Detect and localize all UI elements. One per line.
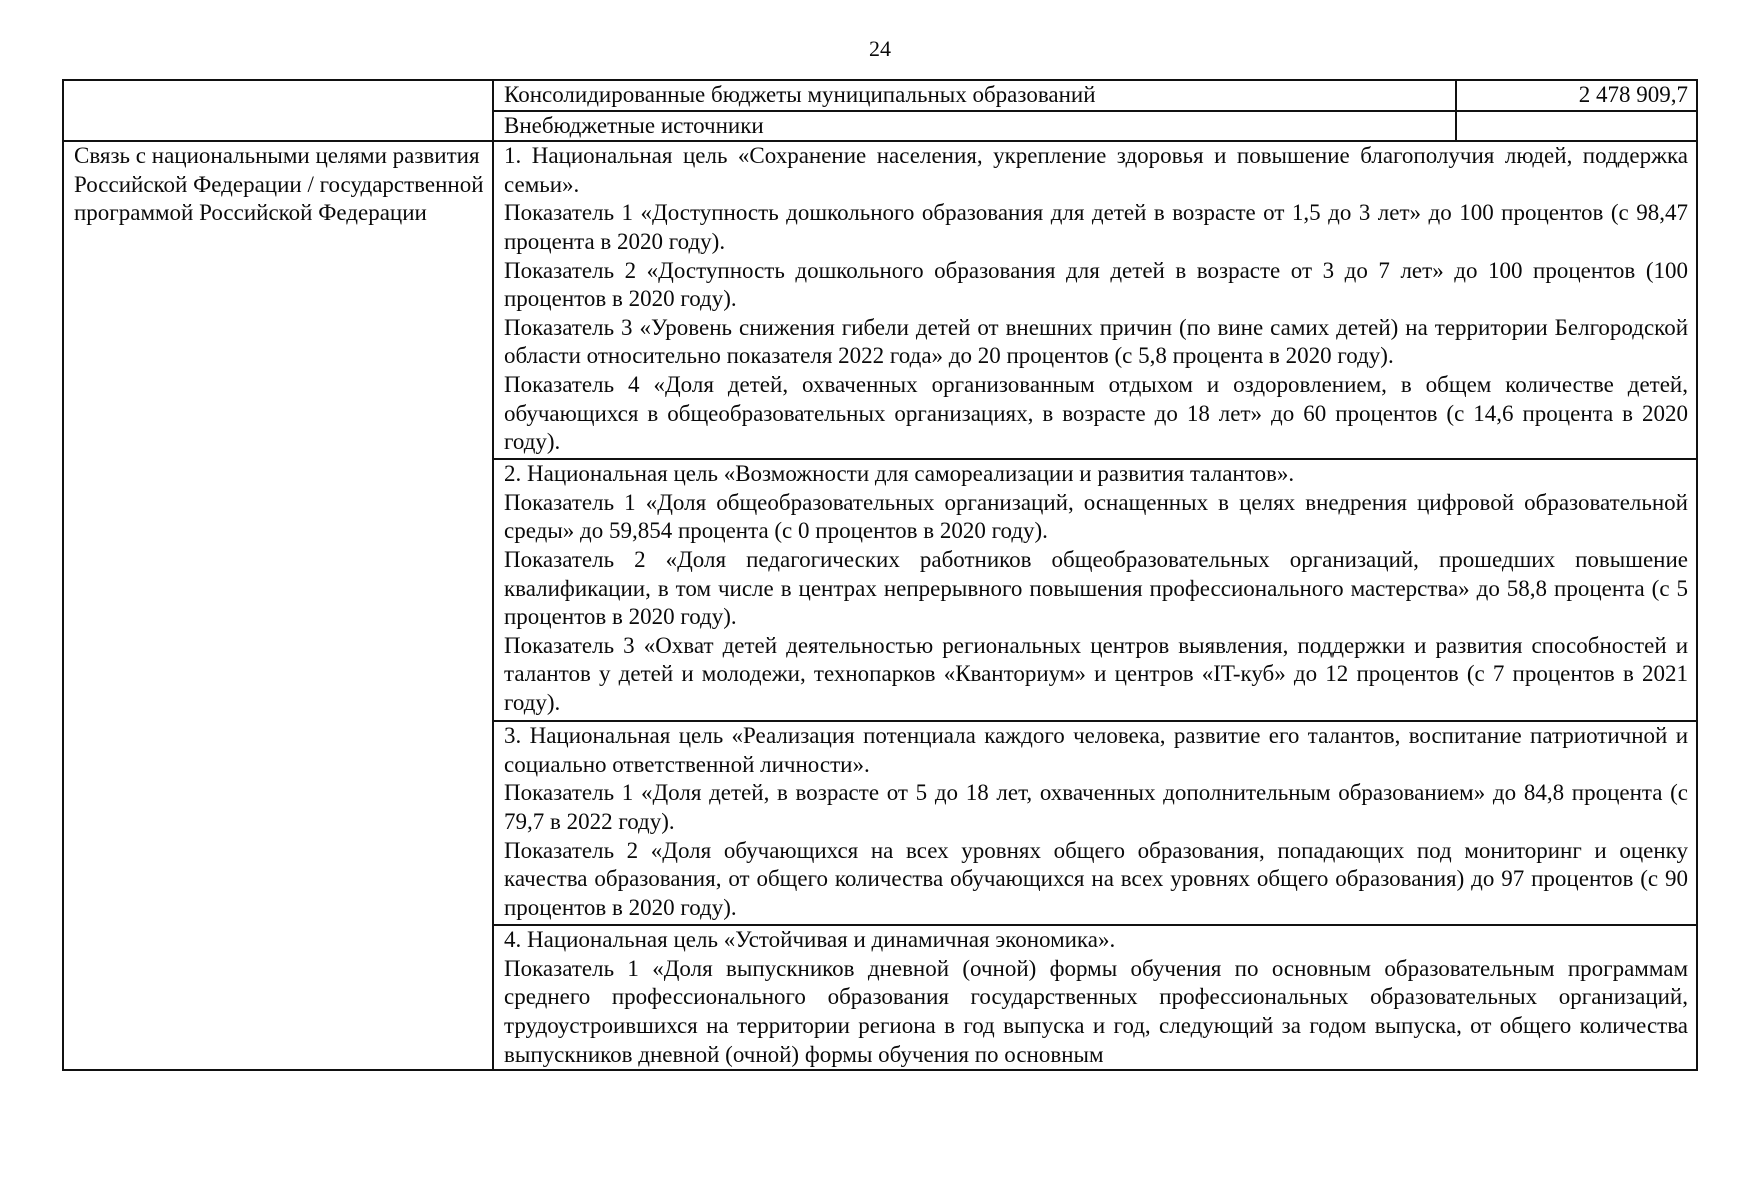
goal-indicator: Показатель 2 «Доля обучающихся на всех уровнях общего образования, попадающих под мониторинг и оценку качества образования, от общего количества обучающихся на всех уровнях общего образования) до 97 процентов (с 90 процентов в 2020 году). (504, 837, 1688, 920)
national-goal-2-cell (493, 459, 1697, 721)
table-row-municipal-budgets (63, 80, 1697, 111)
empty-label-cell (63, 80, 493, 141)
national-goals-link-label: Связь с национальными целями развития Российской Федерации / государственной программой Российской Федерации (63, 141, 493, 1070)
national-goal-3-cell (493, 721, 1697, 925)
finance-source-cell: Консолидированные бюджеты муниципальных образований (493, 80, 1456, 111)
goal-indicator: Показатель 2 «Доступность дошкольного образования для детей в возрасте от 3 до 7 лет» до 100 процентов (100 процентов в 2020 году). (504, 257, 1688, 312)
goal-title: 3. Национальная цель «Реализация потенциала каждого человека, развитие его талантов, воспитание патриотичной и социально ответственной личности». (504, 723, 1688, 777)
finance-amount-cell (1456, 111, 1697, 142)
goal-indicator: Показатель 4 «Доля детей, охваченных организованным отдыхом и оздоровлением, в общем количестве детей, обучающихся в общеобразовательных организациях, в возрасте до 18 лет» до 60 процентов (с 14,6 процента в 2020 году). (504, 371, 1688, 455)
goal-title: 4. Национальная цель «Устойчивая и динамичная экономика». (504, 927, 1116, 953)
finance-amount-cell: 2 478 909,7 (1456, 80, 1697, 111)
goal-title: 2. Национальная цель «Возможности для самореализации и развития талантов». (504, 461, 1295, 487)
national-goal-4-cell (493, 925, 1697, 1070)
finance-source-cell: Внебюджетные источники (493, 111, 1456, 142)
goal-indicator: Показатель 1 «Доступность дошкольного образования для детей в возрасте от 1,5 до 3 лет» до 100 процентов (с 98,47 процента в 2020 году). (504, 200, 1688, 254)
page-number: 24 (869, 36, 891, 61)
national-goal-1-cell (493, 141, 1697, 459)
goal-title: 1. Национальная цель «Сохранение населения, укрепление здоровья и повышение благополучия людей, поддержка семьи». (504, 143, 1688, 197)
goal-indicator: Показатель 2 «Доля педагогических работников общеобразовательных организаций, прошедших повышение квалификации, в том числе в центрах непрерывного повышения профессионального мастерства» до 58,8 процента (с 5 процентов в 2020 году). (504, 546, 1688, 630)
passport-table (62, 79, 1698, 1071)
goal-indicator: Показатель 3 «Охват детей деятельностью региональных центров выявления, поддержки и развития способностей и талантов у детей и молодежи, технопарков «Кванториум» и центров «IT-куб» до 12 процентов (с 7 процентов в 2021 году). (504, 632, 1688, 715)
goal-indicator: Показатель 1 «Доля выпускников дневной (очной) формы обучения по основным образовательным программам среднего профессионального образования государственных профессиональных образовательных организаций, трудоустроившихся на территории региона в год выпуска и год, следующий за годом выпуска, от общего количества выпускников дневной (очной) формы обучения по основным (504, 955, 1688, 1067)
goal-indicator: Показатель 1 «Доля детей, в возрасте от 5 до 18 лет, охваченных дополнительным образованием» до 84,8 процента (с 79,7 в 2022 году). (504, 780, 1688, 834)
goal-indicator: Показатель 3 «Уровень снижения гибели детей от внешних причин (по вине самих детей) на территории Белгородской области относительно показателя 2022 года» до 20 процентов (с 5,8 процента в 2020 году). (504, 314, 1688, 369)
goal-indicator: Показатель 1 «Доля общеобразовательных организаций, оснащенных в целях внедрения цифровой образовательной среды» до 59,854 процента (с 0 процентов в 2020 году). (504, 489, 1688, 544)
table-row-goal-1 (63, 141, 1697, 459)
